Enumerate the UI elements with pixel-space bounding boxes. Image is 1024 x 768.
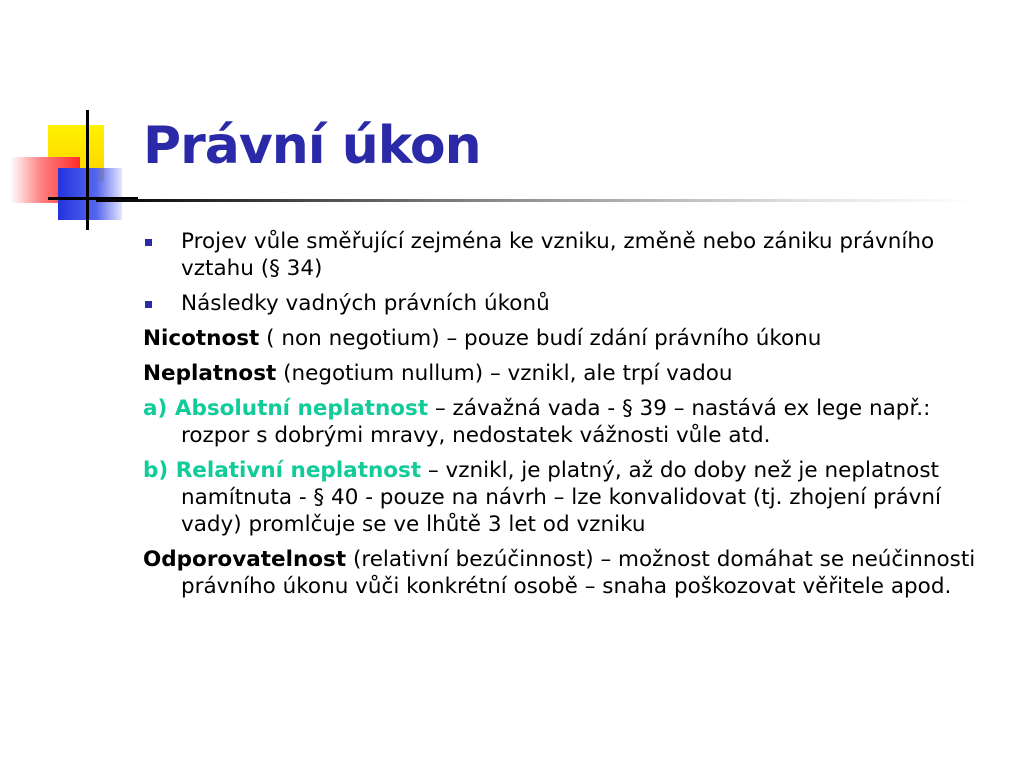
- bullet-square-icon: [145, 301, 152, 308]
- definition-odporovatelnost: (relativní bezúčinnost) – možnost domáhat se neúčinnosti právního úkonu vůči konkrétní osobě – snaha poškozovat věřitele apod.: [181, 547, 976, 599]
- bullet-square-icon: [145, 239, 152, 246]
- term-absolutni-neplatnost: a) Absolutní neplatnost: [143, 396, 429, 421]
- logo-vertical-line: [86, 110, 89, 230]
- term-neplatnost: Neplatnost: [143, 361, 277, 386]
- definition-nicotnost: ( non negotium) – pouze budí zdání právního úkonu: [259, 326, 822, 351]
- bullet-text: Projev vůle směřující zejména ke vzniku, změně nebo zániku právního vztahu (§ 34): [181, 229, 935, 281]
- logo-blue-square: [58, 168, 122, 220]
- paragraph-absolutni-neplatnost: [143, 395, 1003, 449]
- term-relativni-neplatnost: b) Relativní neplatnost: [143, 458, 422, 483]
- paragraph-nicotnost: [143, 325, 1003, 352]
- slide-logo-decoration: [0, 100, 145, 230]
- bullet-text: Následky vadných právních úkonů: [181, 291, 550, 316]
- term-nicotnost: Nicotnost: [143, 326, 260, 351]
- definition-neplatnost: (negotium nullum) – vznikl, ale trpí vadou: [276, 361, 733, 386]
- term-odporovatelnost: Odporovatelnost: [143, 547, 347, 572]
- paragraph-relativni-neplatnost: [143, 457, 1003, 538]
- bullet-item: [143, 228, 1003, 282]
- paragraph-odporovatelnost: [143, 546, 1003, 600]
- slide-title: Právní úkon: [143, 116, 481, 176]
- paragraph-neplatnost: [143, 360, 1003, 387]
- definition-relativni-neplatnost: – vznikl, je platný, až do doby než je neplatnost namítnuta - § 40 - pouze na návrh – lze konvalidovat (tj. zhojení právní vady) promlčuje se ve lhůtě 3 let od vzniku: [181, 458, 941, 537]
- title-divider: [96, 199, 976, 202]
- slide-body: [143, 228, 1003, 608]
- definition-absolutni-neplatnost: – závažná vada - § 39 – nastává ex lege např.: rozpor s dobrými mravy, nedostatek vážnosti vůle atd.: [181, 396, 931, 448]
- bullet-item: [143, 290, 1003, 317]
